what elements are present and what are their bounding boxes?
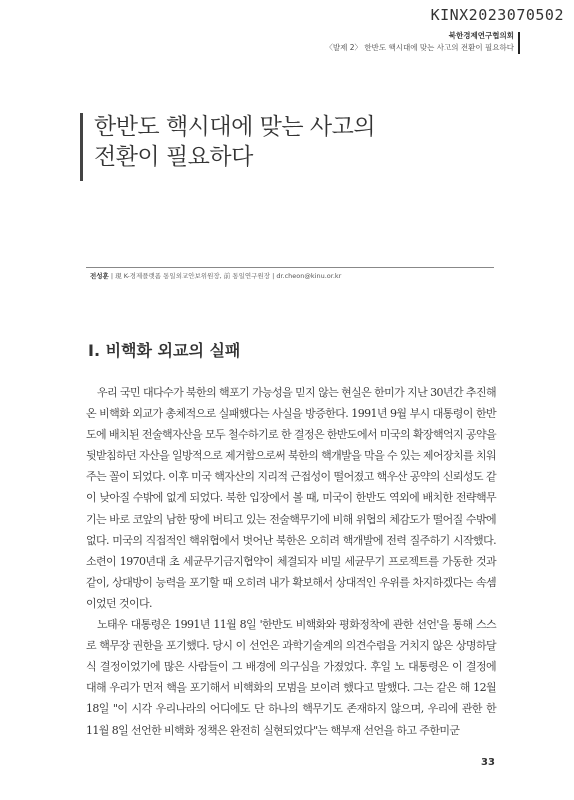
title-line-1: 한반도 핵시대에 맞는 사고의: [94, 114, 376, 140]
running-head-org: 북한경제연구협의회: [448, 31, 514, 40]
body-text: [86, 382, 496, 741]
title-line-2: 전환이 필요하다: [94, 144, 253, 170]
document-id-stamp: KINX2023070502: [430, 6, 564, 24]
author-byline: [90, 271, 341, 280]
running-head: [325, 30, 514, 54]
page-number: 33: [481, 757, 495, 768]
author-name: 전성훈: [90, 272, 109, 280]
paragraph-1: 우리 국민 대다수가 북한의 핵포기 가능성을 믿지 않는 현실은 한미가 지난 30년간 추진해 온 비핵화 외교가 총체적으로 실패했다는 사실을 방증한다. 1991년 9월 부시 대통령이 한반도에 배치된 전술핵자산을 모두 철수하기로 한 결정은 한반도에서 미국의 확장핵억지 공약을 뒷받침하던 자산을 일방적으로 제거함으로써 북한의 핵개발을 막을 수 있는 제어장치를 치워 주는 꼴이 되었다. 이후 미국 핵자산의 지리적 근접성이 떨어졌고 핵우산 공약의 신뢰성도 같이 낮아질 수밖에 없게 되었다. 북한 입장에서 볼 때, 미국이 한반도 역외에 배치한 전략핵무기는 바로 코앞의 남한 땅에 버티고 있는 전술핵무기에 비해 위협의 체감도가 떨어질 수밖에 없다. 미국의 직접적인 핵위협에서 벗어난 북한은 오히려 핵개발에 전력 질주하기 시작했다. 소련이 1970년대 초 세균무기금지협약이 체결되자 비밀 세균무기 프로젝트를 가동한 것과 같이, 상대방이 능력을 포기할 때 오히려 내가 확보해서 상대적인 우위를 차지하겠다는 속셈이었던 것이다.: [86, 386, 496, 610]
paragraph-2: 노태우 대통령은 1991년 11월 8일 '한반도 비핵화와 평화정착에 관한 선언'을 통해 스스로 핵무장 권한을 포기했다. 당시 이 선언은 과학기술계의 의견수렴을 거치지 않은 상명하달식 결정이었기에 많은 사람들이 그 배경에 의구심을 가졌었다. 후일 노 대통령은 이 결정에 대해 우리가 먼저 핵을 포기해서 비핵화의 모범을 보이려 했다고 말했다. 그는 같은 해 12월 18일 "이 시각 우리나라의 어디에도 단 하나의 핵무기도 존재하지 않으며, 우리에 관한 한 11월 8일 선언한 비핵화 정책은 완전히 실현되었다"는 핵부재 선언을 하고 주한미군: [86, 618, 496, 737]
section-heading: Ⅰ. 비핵화 외교의 실패: [88, 341, 241, 360]
title-accent-bar: [80, 113, 83, 181]
author-divider: [86, 267, 494, 268]
running-head-subtitle: 〈발제 2〉 한반도 핵시대에 맞는 사고의 전환이 필요하다: [325, 43, 514, 52]
running-head-bar: [518, 32, 520, 54]
author-details: | 現 K-경제플랫폼 통일외교안보위원장, 前 통일연구원장 | dr.cheon@kinu.or.kr: [110, 272, 342, 280]
page-title: [94, 112, 375, 172]
